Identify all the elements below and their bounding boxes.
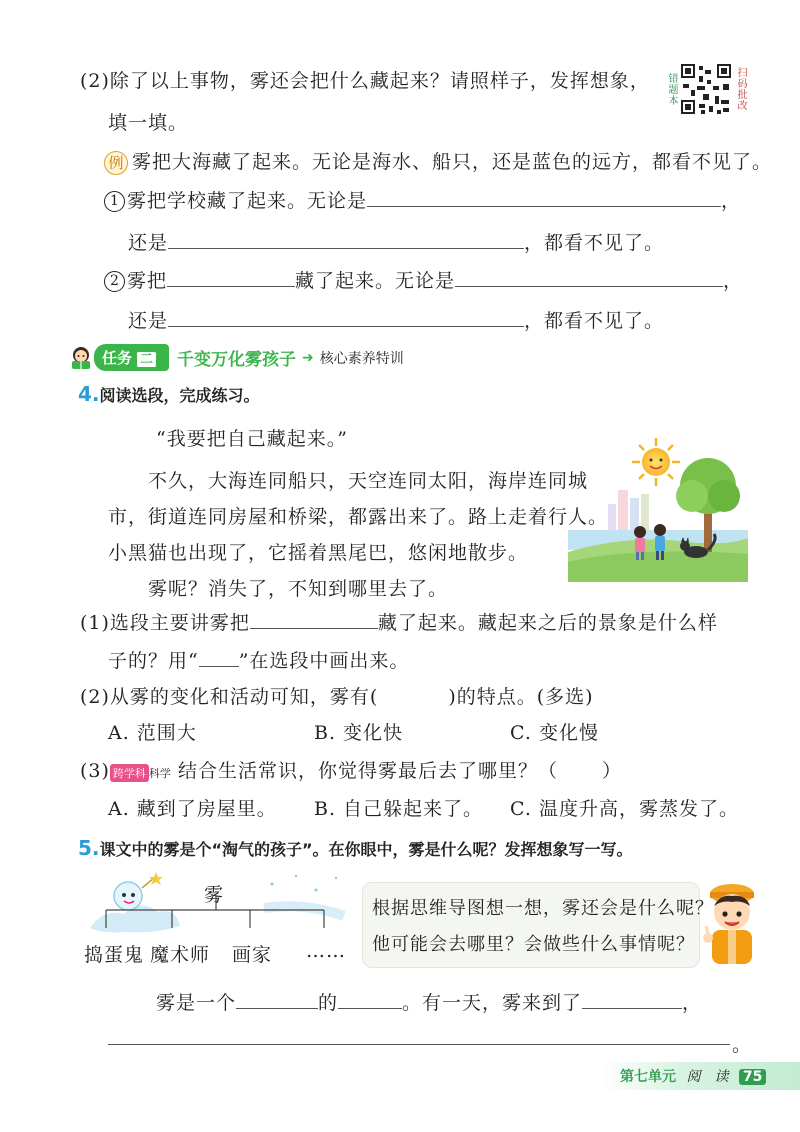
item1-text-c: ，都看不见了。 [524, 232, 665, 254]
cross-subject-badge: 跨学科 [110, 764, 149, 782]
item1-blank-2[interactable] [168, 228, 524, 249]
q5-fill-text-a: 雾是一个 [156, 992, 237, 1014]
q4-s1-text-c: 子的？用“ [108, 650, 199, 672]
q5-blank-2[interactable] [338, 988, 402, 1009]
qr-right-label: 扫码批改 [735, 67, 746, 111]
q4-para2-line3: 小黑猫也出现了，它摇着黑尾巴，悠闲地散步。 [108, 542, 529, 564]
task-label-text: 任务 [102, 349, 133, 367]
q5-fill-text-d: ， [682, 992, 703, 1014]
arrow-icon: ➜ [302, 349, 314, 366]
item1-blank-1[interactable] [367, 186, 721, 207]
q5-number: 5. [78, 836, 100, 860]
task-header [68, 344, 404, 371]
example-text: 雾把大海藏了起来。无论是海水、船只，还是蓝色的远方，都看不见了。 [132, 151, 773, 173]
q2-example [104, 147, 772, 175]
park-scene-illustration [568, 434, 748, 582]
item2-blank-2[interactable] [455, 266, 723, 287]
item2-text-d: ，都看不见了。 [524, 310, 665, 332]
q4-s3-opt-a[interactable]: A. 藏到了房屋里。 [108, 798, 277, 820]
q4-s1-text-a: (1)选段主要讲雾把 [80, 612, 250, 634]
q4-s1-blank[interactable] [250, 608, 378, 629]
task-label [94, 344, 169, 371]
q4-s1-text-b: 藏了起来。藏起来之后的景象是什么样 [377, 612, 718, 634]
q5-title: 课文中的雾是个“淘气的孩子”。在你眼中，雾是什么呢？发挥想象写一写。 [99, 840, 633, 859]
q4-s2-opt-a[interactable]: A. 范围大 [108, 722, 197, 744]
reading-kid-icon [68, 346, 94, 370]
item2-blank-3[interactable] [168, 306, 524, 327]
q4-s2-text-a: (2)从雾的变化和活动可知，雾有( [80, 686, 379, 708]
q5-blank-1[interactable] [236, 988, 318, 1009]
task-subtitle: 核心素养特训 [319, 350, 404, 367]
sun-icon [632, 438, 680, 486]
q4-s3-line [80, 756, 622, 783]
q4-para2-line1: 不久，大海连同船只，天空连同太阳，海岸连同城 [148, 470, 589, 492]
example-badge: 例 [104, 151, 128, 175]
page-number: 75 [739, 1069, 766, 1085]
item1-comma: ， [721, 190, 742, 212]
q4-title: 阅读选段，完成练习。 [99, 386, 260, 405]
q2-line2: 填一填。 [108, 112, 189, 134]
item2-text-b: 藏了起来。无论是 [295, 270, 456, 292]
item1-text-a: 雾把学校藏了起来。无论是 [127, 190, 368, 212]
q4-s2-line [80, 682, 594, 709]
q4-para1: “我要把自己藏起来。” [156, 428, 348, 450]
mind-map-leaf-1: 捣蛋鬼 [84, 944, 145, 966]
q4-s2-text-b: )的特点。(多选) [448, 686, 594, 708]
q4-para2-line2: 市，街道连同房屋和桥梁，都露出来了。路上走着行人。 [108, 506, 609, 528]
qr-code-icon[interactable] [679, 62, 733, 116]
q5-fill-text-c: 。有一天，雾来到了 [402, 992, 583, 1014]
hint-bubble-line1: 根据思维导图想一想，雾还会是什么呢？ [372, 898, 714, 919]
item2-number: 2 [104, 271, 125, 292]
q5-blank-3[interactable] [582, 988, 682, 1009]
task-number: 二 [136, 351, 157, 368]
mind-map-leaf-2: 魔术师 [150, 944, 211, 966]
q5-fill-text-b: 的 [318, 992, 339, 1014]
q2-line1: (2)除了以上事物，雾还会把什么藏起来？请照样子，发挥想象， [80, 70, 650, 92]
q4-s3-opt-b[interactable]: B. 自己躲起来了。 [314, 798, 484, 820]
mind-map-leaf-3: 画家 [232, 944, 273, 966]
q5-end-mark: 。 [732, 1034, 753, 1056]
item1-number: 1 [104, 191, 125, 212]
q4-s3-opt-c[interactable]: C. 温度升高，雾蒸发了。 [510, 798, 739, 820]
q4-s2-opt-c[interactable]: C. 变化慢 [510, 722, 599, 744]
q4-s1-underline-sample [199, 646, 239, 667]
q4-s2-opt-b[interactable]: B. 变化快 [314, 722, 404, 744]
fog-character-icon [90, 872, 180, 933]
q4-s3-text-b: 结合生活常识，你觉得雾最后去了哪里？（ [177, 760, 558, 782]
hint-bubble-line2: 他可能会去哪里？会做些什么事情呢？ [372, 934, 695, 955]
q2-item2-line2 [128, 306, 664, 333]
science-label: 科学 [148, 767, 171, 780]
q4-s1-line1 [80, 608, 718, 635]
q5-header [78, 836, 633, 860]
item2-comma: ， [723, 270, 744, 292]
footer-section: 阅 读 [686, 1069, 729, 1085]
task-title: 千变万化雾孩子 [177, 350, 297, 370]
boy-character-icon [698, 876, 762, 972]
q4-para3: 雾呢？消失了，不知到哪里去了。 [148, 578, 449, 600]
qr-block[interactable] [664, 62, 748, 116]
item1-text-b: 还是 [128, 232, 169, 254]
q4-s3-text-c: ） [601, 760, 622, 782]
q4-s1-text-d: ”在选段中画出来。 [238, 650, 410, 672]
q4-s1-line2 [108, 646, 409, 673]
footer-unit: 第七单元 [620, 1069, 676, 1085]
q4-s3-text-a: (3) [80, 760, 110, 782]
q4-number: 4. [78, 382, 100, 406]
q2-item1-line1 [104, 186, 741, 213]
mind-map-root: 雾 [204, 884, 225, 906]
mind-map-leaf-4: …… [306, 940, 346, 962]
item2-text-c: 还是 [128, 310, 169, 332]
item2-blank-1[interactable] [167, 266, 295, 287]
footer [620, 1066, 766, 1086]
qr-left-label: 错题本 [666, 72, 677, 106]
q2-item1-line2 [128, 228, 664, 255]
q2-item2-line1 [104, 266, 743, 293]
q4-header [78, 382, 260, 406]
q5-fill-line [156, 988, 702, 1015]
q5-blank-line[interactable] [108, 1044, 730, 1045]
item2-text-a: 雾把 [127, 270, 168, 292]
